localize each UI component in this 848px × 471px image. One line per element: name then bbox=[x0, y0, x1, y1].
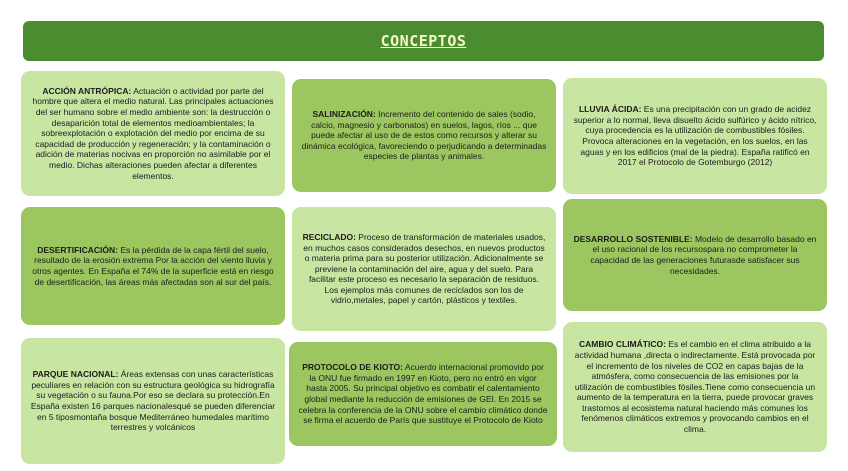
header-banner bbox=[23, 21, 824, 61]
card-text: Incremento del contenido de sales (sodio, calcio, magnesio y carbonatos) en suelos, lagos, ríos ... que puede afectar al uso de de estos como recursos y alterar su dinámica ecológica, favoreciendo o perjudicando a determinadas especies de plantas y animales. bbox=[301, 109, 547, 162]
card-term: PARQUE NACIONAL: bbox=[32, 369, 119, 380]
page-title: CONCEPTOS bbox=[380, 32, 467, 50]
card-text: Es una precipitación con un grado de acidez superior a lo normal, lleva disuelto ácido sulfúrico y ácido nítrico, cuya procedencia es la utilización de combustibles fósiles. Provoca alteraciones en la vegetación, en los suelos, en las aguas y en los edificios (mal de la piedra). España ratificó en 2017 el Protocolo de Gotemburgo (2012) bbox=[573, 104, 817, 168]
card-term: CAMBIO CLIMÁTICO: bbox=[579, 339, 666, 350]
card-term: ACCIÓN ANTRÓPICA: bbox=[42, 85, 132, 96]
card-text: Actuación o actividad por parte del hombre que altera el medio natural. Las principales actuaciones del ser humano sobre el medio ambiente son: la destrucción o desaparición total de elementos medioambientales; la sobreexplotación o explotación del medio por encima de su capacidad de producción y regeneración; y la contaminación o adición de materias nocivas en proporción no asimilable por el medio. Dichas alteraciones pueden afectar a diferentes elementos. bbox=[32, 85, 274, 181]
card-text: Proceso de transformación de materiales usados, en muchos casos considerados desechos, en nuevos productos o materia prima para su posterior utilización. Adicionalmente se previene la contaminación del aire, agua y del suelo. Para facilitar este proceso es necesario la separación de residuos. Los ejemplos más comunes de reciclados son los de vidrio,metales, papel y cartón, plásticos y textiles. bbox=[303, 231, 546, 306]
card-text: Es la pérdida de la capa fértil del suelo, resultado de la erosión extrema Por la acción del viento lluvia y otros agentes. En España el 74% de la superficie está en riesgo de desertificación, las áreas más afectadas son al sur del país. bbox=[32, 244, 274, 287]
card-reciclado bbox=[292, 207, 556, 331]
card-desarrollo-sostenible bbox=[563, 199, 827, 311]
card-desertificacion bbox=[21, 207, 285, 325]
card-term: DESERTIFICACIÓN: bbox=[37, 244, 118, 255]
card-protocolo-kioto bbox=[289, 342, 557, 446]
card-text: Áreas extensas con unas características peculiares en relación con su estructura geológica su hidrografía su vegetación o su fauna.Por eso se declara su protección.En España existen 16 parques nacionalesqué se pueden diferenciar en 5 tiposmontaña bosque Mediterráneo humedales marítimo terrestres y volcánicos bbox=[30, 369, 276, 433]
card-text: Es el cambio en el clima atribuido a la actividad humana ,directa o indirectamente. Está provocada por el incremento de los niveles de CO2 en capas bajas de la atmósfera, como consecuencia de las emisiones por la utilización de combustibles fósiles.Tiene como consecuencia un aumento de la temperatura en la tierra, puede provocar graves trastornos al ecosistema natural haciendo más comunes los fenómenos climáticos extremos y provocando cambios en el clima. bbox=[574, 339, 816, 435]
card-term: RECICLADO: bbox=[302, 231, 356, 242]
card-term: PROTOCOLO DE KIOTO: bbox=[302, 362, 403, 373]
card-parque-nacional bbox=[21, 338, 285, 464]
card-salinizacion bbox=[292, 79, 556, 192]
card-term: SALINIZACIÓN: bbox=[312, 109, 376, 120]
card-term: LLUVIA ÁCIDA: bbox=[578, 104, 642, 115]
card-term: DESARROLLO SOSTENIBLE: bbox=[573, 233, 693, 244]
card-text: Modelo de desarrollo basado en el uso racional de los recursospara no comprometer la capacidad de las generaciones futurasde satisfacer sus necesidades. bbox=[590, 233, 817, 276]
card-lluvia-acida bbox=[563, 78, 827, 194]
card-accion-antropica bbox=[21, 71, 285, 196]
card-text: Acuerdo internacional promovido por la ONU fue firmado en 1997 en Kioto, pero no entró en vigor hasta 2005. Su principal objetivo es combatir el calentamiento global mediante la reducción de emisiones de GEI. En 2015 se celebra la conferencia de la ONU sobre el cambio climático donde se firma el acuerdo de París que sustituye el Protocolo de Kioto bbox=[298, 362, 548, 426]
card-cambio-climatico bbox=[563, 322, 827, 452]
